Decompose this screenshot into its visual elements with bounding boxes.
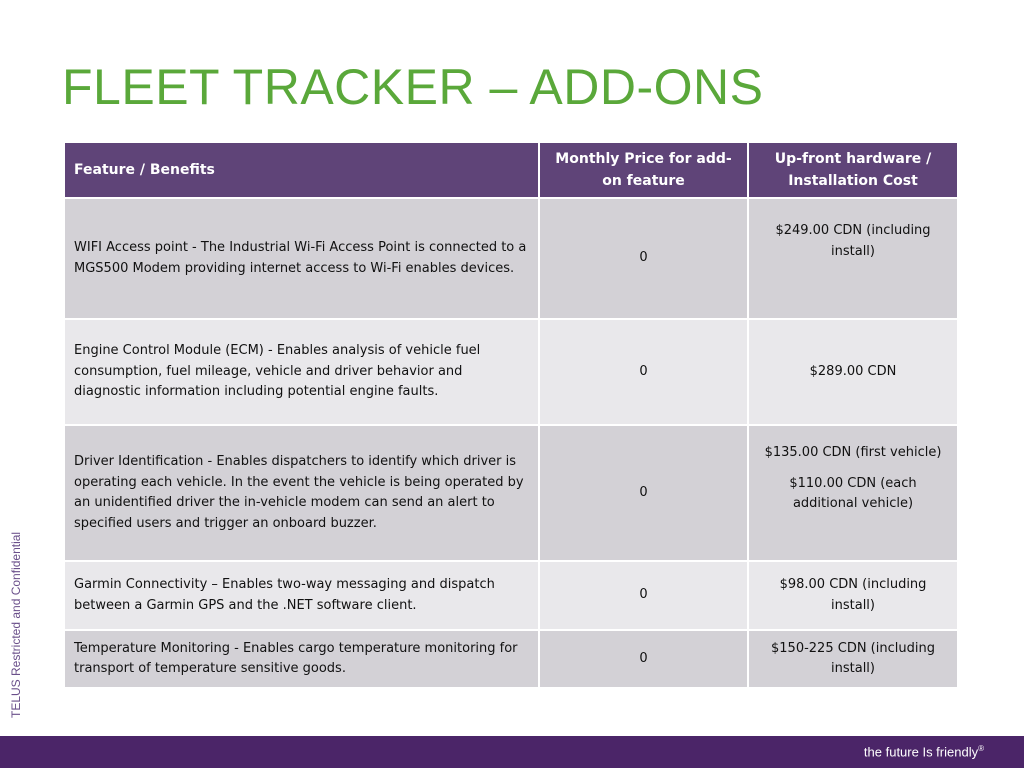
upfront-cost-cell — [748, 198, 958, 319]
header-feature: Feature / Benefits — [64, 142, 539, 198]
monthly-price-cell: 0 — [539, 561, 748, 630]
slide-title: FLEET TRACKER – ADD-ONS — [62, 59, 764, 115]
cost-line: $289.00 CDN — [809, 363, 897, 379]
table-row — [64, 319, 958, 425]
table-row — [64, 630, 958, 688]
upfront-cost-cell — [748, 630, 958, 688]
table-row — [64, 198, 958, 319]
upfront-cost-cell — [748, 319, 958, 425]
registered-mark: ® — [978, 744, 984, 753]
footer-tagline — [864, 744, 984, 759]
add-ons-table — [63, 141, 959, 689]
header-upfront-cost: Up-front hardware / Installation Cost — [748, 142, 958, 198]
feature-cell: Driver Identification - Enables dispatchers to identify which driver is operating each vehicle. In the event the vehicle is being operated by an unidentified driver the in-vehicle modem can send an alert to specified users and trigger an onboard buzzer. — [64, 425, 539, 561]
table-header-row — [64, 142, 958, 198]
tagline-text: the future Is friendly — [863, 744, 979, 760]
cost-line: $249.00 CDN (including install) — [775, 223, 931, 259]
feature-cell: WIFI Access point - The Industrial Wi-Fi Access Point is connected to a MGS500 Modem providing internet access to Wi-Fi enables devices. — [64, 198, 539, 319]
cost-line: $110.00 CDN (each additional vehicle) — [789, 475, 917, 511]
table-row — [64, 425, 958, 561]
feature-cell: Garmin Connectivity – Enables two-way messaging and dispatch between a Garmin GPS and the .NET software client. — [64, 561, 539, 630]
feature-cell: Engine Control Module (ECM) - Enables analysis of vehicle fuel consumption, fuel mileage, vehicle and driver behavior and diagnostic information including potential engine faults. — [64, 319, 539, 425]
header-monthly-price: Monthly Price for add-on feature — [539, 142, 748, 198]
table-row — [64, 561, 958, 630]
upfront-cost-cell — [748, 561, 958, 630]
upfront-cost-cell — [748, 425, 958, 561]
monthly-price-cell: 0 — [539, 198, 748, 319]
cost-line: $135.00 CDN (first vehicle) — [764, 445, 942, 460]
monthly-price-cell: 0 — [539, 630, 748, 688]
footer-bar — [0, 736, 1024, 768]
feature-cell: Temperature Monitoring - Enables cargo temperature monitoring for transport of temperature sensitive goods. — [64, 630, 539, 688]
confidentiality-label: TELUS Restricted and Confidential — [9, 531, 23, 718]
monthly-price-cell: 0 — [539, 425, 748, 561]
monthly-price-cell: 0 — [539, 319, 748, 425]
cost-line: $98.00 CDN (including install) — [779, 577, 927, 613]
cost-line: $150-225 CDN (including install) — [771, 640, 935, 676]
